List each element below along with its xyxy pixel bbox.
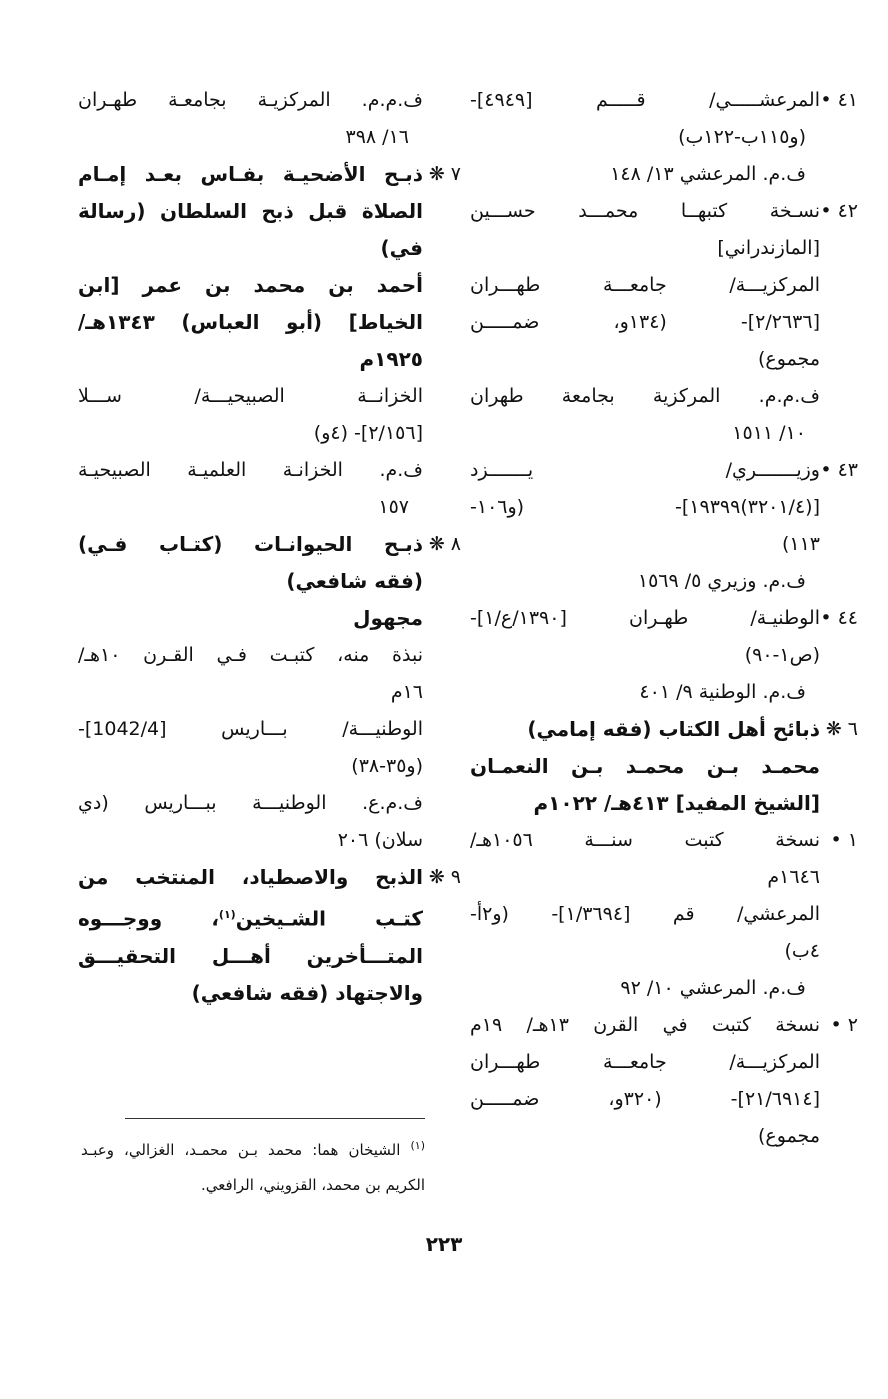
entry-title: المتـــأخرين أهـــل التحقيـــق	[78, 943, 423, 968]
entry-line: ف.م.م. المركزية بجامعة طهران	[470, 385, 820, 407]
entry-line: الوطنيـــة/ بـــاريس [1042/4]-	[78, 718, 423, 740]
footnote-marker: (١)	[410, 1139, 425, 1152]
entry-line: ف.م. الخزانـة العلميـة الصبيحيـة	[78, 459, 423, 481]
entry-41	[470, 82, 858, 193]
entry-6-1	[470, 822, 858, 1007]
entry-number: ٧ ❋	[428, 163, 461, 185]
entry-number: ٨ ❋	[428, 533, 461, 555]
entry-line: ف.م.م. المركزيـة بجامعـة طهـران	[78, 89, 423, 111]
entry-number: ٦ ❋	[825, 718, 858, 740]
entry-line: [(٣٢٠١/٤)١٩٣٩٩]- (و١٠٦-	[470, 496, 820, 518]
entry-number: ٩ ❋	[428, 866, 461, 888]
entry-title: (فقه شافعي)	[286, 569, 423, 593]
entry-line: ف.م.ع. الوطنيـــة ببـــاريس (دي	[78, 792, 423, 814]
entry-number: ٤٤ •	[820, 607, 858, 629]
entry-7	[78, 156, 461, 526]
entry-line: ١٦٤٦م	[767, 866, 820, 888]
entry-line: نسخة كتبت في القرن ١٣هـ/ ١٩م	[470, 1014, 820, 1036]
entry-line: ف.م. المرعشي ١٣/ ١٤٨	[610, 163, 806, 185]
entry-line: [٢/١٥٦]- (٤و)	[313, 422, 423, 444]
entry-line: ف.م. الوطنية ٩/ ٤٠١	[639, 681, 806, 703]
entry-8	[78, 526, 461, 859]
entry-line: مجموع)	[758, 1125, 820, 1147]
entry-line: (و٣٥-٣٨)	[351, 755, 423, 777]
entry-line: ف.م. وزيري ٥/ ١٥٦٩	[637, 570, 806, 592]
entry-number: ٤١ •	[820, 89, 858, 111]
entry-line: سلان) ٢٠٦	[337, 829, 423, 851]
entry-44	[470, 600, 858, 711]
entry-42	[470, 193, 858, 452]
entry-number: ٤٣ •	[820, 459, 858, 481]
entry-number: ١ •	[830, 829, 858, 851]
entry-number: ٤٢ •	[820, 200, 858, 222]
entry-line: مجموع)	[758, 348, 820, 370]
entry-author: محمـد بـن محمـد بـن النعمـان	[470, 754, 820, 778]
entry-title: ذبـح الحيوانـات (كتـاب فـي)	[78, 532, 423, 556]
footnote	[81, 1128, 425, 1203]
left-column	[78, 82, 461, 1012]
entry-line: ف.م. المرعشي ١٠/ ٩٢	[620, 977, 806, 999]
entry-43	[470, 452, 858, 600]
entry-line: نسـخة كتبهــا محمـــد حســـين	[470, 200, 820, 222]
entry-line: المرعشـــــي/ قـــــم [٤٩٤٩]-	[470, 89, 820, 111]
entry-line: نبذة منه، كتبـت فـي القـرن ١٠هـ/	[78, 644, 423, 666]
entry-6-2	[470, 1007, 858, 1155]
entry-line: الوطنيـة/ طهـران [١٣٩٠/ع/١]-	[470, 607, 820, 629]
entry-line: المركزيـــة/ جامعـــة طهـــران	[470, 1051, 820, 1073]
entry-author: مجهول	[353, 606, 423, 630]
entry-title: الصلاة قبل ذبح السلطان (رسالة	[78, 199, 423, 223]
entry-line: ١٦م	[390, 681, 423, 703]
entry-6	[470, 711, 858, 822]
entry-title: والاجتهاد (فقه شافعي)	[191, 980, 423, 1005]
title-part: ، ووجـــوه	[78, 906, 219, 931]
entry-line: وزيـــــــري/ يـــــــزد	[470, 459, 820, 481]
entry-line: [٢١/٦٩١٤]- (٣٢٠و، ضمـــــن	[470, 1088, 820, 1110]
entry-line: ١٦/ ٣٩٨	[345, 126, 409, 148]
entry-line: المركزيـــة/ جامعـــة طهـــران	[470, 274, 820, 296]
entry-author: [الشيخ المفيد] ٤١٣هـ/ ١٠٢٢م	[533, 791, 820, 815]
entry-line: (ص١-٩٠)	[744, 644, 820, 666]
entry-title: ذبائح أهل الكتاب (فقه إمامي)	[527, 717, 820, 741]
footnote-ref: (١)	[218, 908, 236, 921]
entry-line: [المازندراني]	[717, 237, 820, 259]
footnote-line: الكريم بن محمد، القزويني، الرافعي.	[201, 1176, 425, 1194]
right-column	[470, 82, 858, 1155]
page-number: ٢٢٣	[425, 1232, 463, 1256]
entry-9	[78, 859, 461, 1012]
footnote-line	[81, 1128, 425, 1168]
entry-line: [٢/٢٦٣٦]- (١٣٤و، ضمـــــن	[470, 311, 820, 333]
entry-line: ١١٣)	[781, 533, 820, 555]
entry-number: ٢ •	[830, 1014, 858, 1036]
entry-line: ٤ب)	[784, 940, 820, 962]
entry-title: الذبح والاصطياد، المنتخب من	[78, 865, 423, 889]
entry-line: الخزانــة الصبيحيـــة/ ســـلا	[78, 385, 423, 407]
entry-author: أحمد بن محمد بن عمر [ابن	[78, 273, 423, 297]
entry-continued	[78, 82, 423, 156]
entry-line: (و١١٥ب-١٢٢ب)	[678, 126, 806, 148]
entry-title: في)	[380, 236, 423, 260]
entry-author: ١٩٢٥م	[359, 347, 423, 371]
entry-line: ١٥٧	[378, 496, 409, 518]
entry-line: المرعشي/ قم [١/٣٦٩٤]- (و٢أ-	[470, 903, 821, 925]
entry-line: نسخة كتبت سنـــة ١٠٥٦هـ/	[470, 829, 820, 851]
footnote-divider	[125, 1118, 425, 1119]
footnote-text: الشيخان هما: محمد بـن محمـد، الغزالي، وعبـد	[81, 1141, 401, 1159]
entry-title: ذبـح الأضحيـة بفـاس بعـد إمـام	[78, 162, 423, 186]
entry-title	[78, 896, 423, 938]
title-part: كتـب الشـيخين	[235, 906, 423, 931]
entry-line: ١٠/ ١٥١١	[732, 422, 806, 444]
entry-author: الخياط] (أبو العباس) ١٣٤٣هـ/	[78, 310, 423, 334]
